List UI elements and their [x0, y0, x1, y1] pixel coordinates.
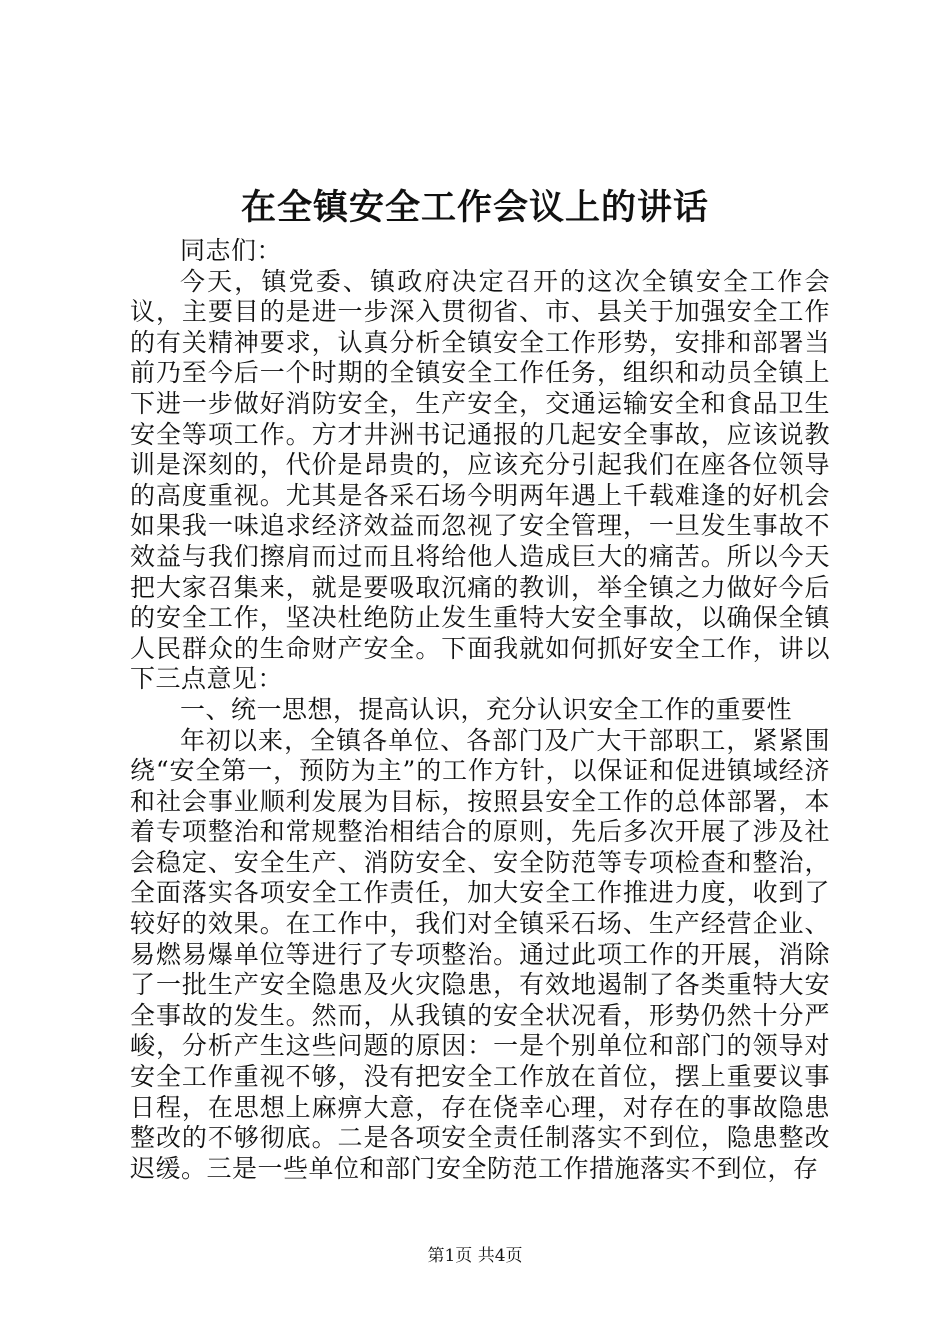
document-body — [130, 236, 830, 1184]
document-title: 在全镇安全工作会议上的讲话 — [240, 187, 709, 228]
salutation-paragraph: 同志们： — [180, 236, 283, 265]
section-heading: 一、统一思想，提高认识，充分认识安全工作的重要性 — [180, 694, 793, 724]
section-paragraph: 年初以来，全镇各单位、各部门及广大干部职工，紧紧围绕“安全第一，预防为主”的工作方针，以保证和促进镇域经济和社会事业顺利发展为目标，按照县安全工作的总体部署，本着专项整治和常规整治相结合的原则，先后多次开展了涉及社会稳定、安全生产、消防安全、安全防范等专项检查和整治，全面落实各项安全工作责任，加大安全工作推进力度，收到了较好的效果。在工作中，我们对全镇采石场、生产经营企业、易燃易爆单位等进行了专项整治。通过此项工作的开展，消除了一批生产安全隐患及火灾隐患，有效地遏制了各类重特大安全事故的发生。然而，从我镇的安全状况看，形势仍然十分严峻，分析产生这些问题的原因：一是个别单位和部门的领导对安全工作重视不够，没有把安全工作放在首位，摆上重要议事日程，在思想上麻痹大意，存在侥幸心理，对存在的事故隐患整改的不够彻底。二是各项安全责任制落实不到位，隐患整改迟缓。三是一些单位和部门安全防范工作措施落实不到位，存 — [130, 725, 830, 1183]
page-footer: 第1页 共4页 — [427, 1246, 523, 1266]
intro-paragraph: 今天，镇党委、镇政府决定召开的这次全镇安全工作会议，主要目的是进一步深入贯彻省、市、县关于加强安全工作的有关精神要求，认真分析全镇安全工作形势，安排和部署当前乃至今后一个时期的全镇安全工作任务，组织和动员全镇上下进一步做好消防安全，生产安全，交通运输安全和食品卫生安全等项工作。方才井洲书记通报的几起安全事故，应该说教训是深刻的，代价是昂贵的，应该充分引起我们在座各位领导的高度重视。尤其是各采石场今明两年遇上千载难逢的好机会如果我一味追求经济效益而忽视了安全管理，一旦发生事故不效益与我们擦肩而过而且将给他人造成巨大的痛苦。所以今天把大家召集来，就是要吸取沉痛的教训，举全镇之力做好今后的安全工作，坚决杜绝防止发生重特大安全事故，以确保全镇人民群众的生命财产安全。下面我就如何抓好安全工作，讲以下三点意见： — [130, 266, 830, 694]
